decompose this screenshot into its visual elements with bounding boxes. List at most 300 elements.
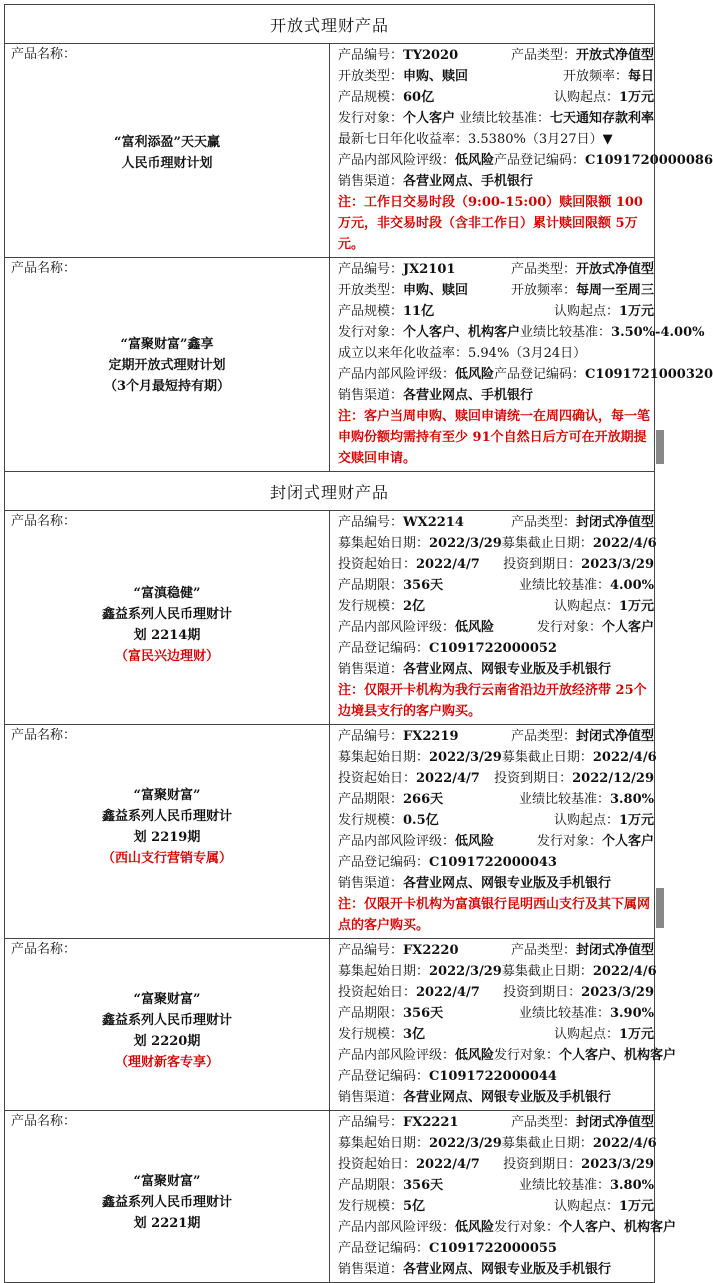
product-code-label: 产品编号： [338, 262, 404, 277]
open-frequency-label: 开放频率： [510, 283, 576, 298]
product-code [338, 262, 455, 277]
detail-row [338, 1045, 677, 1066]
detail-col-left [338, 1154, 503, 1175]
detail-col-right [519, 1003, 654, 1024]
detail-col-right [554, 596, 654, 617]
detail-row [338, 659, 654, 680]
detail-row [338, 301, 654, 322]
product-code-label: 产品编号： [338, 1115, 404, 1130]
detail-row [338, 1217, 677, 1238]
min-subscription-label: 认购起点： [553, 1199, 619, 1214]
product-term-label: 产品期限： [338, 792, 404, 807]
risk-rating-value: 低风险 [455, 834, 495, 849]
product-type-value: 封闭式净值型 [575, 729, 654, 744]
raise-end-label: 募集截止日期： [501, 1136, 593, 1151]
sales-channel-label: 销售渠道： [338, 1090, 404, 1105]
raise-end [502, 1136, 657, 1151]
detail-col-right [554, 87, 654, 108]
yield-line: 成立以来年化收益率：5.94%（3月24日） [338, 346, 587, 361]
issue-scale-label: 发行规模： [338, 599, 404, 614]
product-name-line: “富滇稳健” [133, 586, 201, 601]
investment-end [503, 985, 654, 1000]
product-name [5, 989, 329, 1073]
product-details [330, 1111, 677, 1283]
product-name-line: 定期开放式理财计划 [108, 358, 226, 373]
detail-col-left [338, 617, 537, 638]
closed-product-row [5, 725, 655, 939]
detail-col-left [338, 1196, 554, 1217]
product-code [338, 943, 459, 958]
detail-row [338, 575, 654, 596]
registration-code-value: C1091721000320 [585, 367, 713, 382]
detail-row [338, 810, 654, 831]
product-term [338, 578, 443, 593]
detail-row [338, 1133, 657, 1154]
risk-rating-label: 产品内部风险评级： [338, 153, 456, 168]
min-subscription-label: 认购起点： [553, 813, 619, 828]
benchmark [520, 325, 704, 340]
product-code-value: WX2214 [403, 515, 464, 530]
risk-rating-label: 产品内部风险评级： [338, 1048, 456, 1063]
risk-rating-value: 低风险 [455, 620, 495, 635]
issue-target [537, 620, 654, 635]
detail-col-left [338, 533, 502, 554]
benchmark [519, 1178, 654, 1193]
detail-col-left [338, 1024, 554, 1045]
detail-col-left [338, 87, 554, 108]
product-code-value: FX2221 [403, 1115, 459, 1130]
raise-end-label: 募集截止日期： [501, 536, 593, 551]
detail-col-right [503, 982, 654, 1003]
product-table [4, 4, 713, 1283]
product-name-line: 划 2219期 [133, 830, 201, 845]
risk-rating-label: 产品内部风险评级： [338, 367, 456, 382]
detail-col-left [338, 66, 563, 87]
product-subname: （理财新客专享） [114, 1055, 219, 1070]
product-term-label: 产品期限： [338, 1178, 404, 1193]
registration-code [338, 641, 557, 656]
min-subscription-label: 认购起点： [553, 599, 619, 614]
product-name-cell [5, 44, 330, 258]
product-scale-label: 产品规模： [338, 304, 404, 319]
open-frequency-value: 每周一至周三 [575, 283, 654, 298]
issue-scale [338, 1199, 425, 1214]
product-details [330, 725, 655, 939]
sales-channel-value: 各营业网点、手机银行 [403, 388, 534, 403]
product-name-line: “富利添盈”天天赢 [114, 135, 220, 150]
raise-start-label: 募集起始日期： [338, 964, 430, 979]
product-type-label: 产品类型： [510, 48, 576, 63]
closed-product-row [5, 1111, 655, 1283]
benchmark-label: 业绩比较基准： [518, 1178, 610, 1193]
investment-end-value: 2023/3/29 [581, 1157, 654, 1172]
detail-col-left [338, 512, 511, 533]
product-name-cell [5, 1111, 330, 1283]
scrollbar-thumb-lower[interactable] [656, 888, 664, 928]
detail-col-left [338, 831, 537, 852]
issue-target [338, 111, 455, 126]
detail-col-right [511, 726, 654, 747]
closed-section-header [5, 472, 655, 511]
registration-code-value: C1091720000086 [585, 153, 713, 168]
investment-start-label: 投资起始日： [338, 557, 417, 572]
product-name-cell [5, 725, 330, 939]
detail-col-right [537, 831, 654, 852]
detail-row [338, 747, 657, 768]
product-code [338, 515, 464, 530]
detail-row [338, 259, 654, 280]
risk-rating-value: 低风险 [455, 1220, 495, 1235]
raise-end-label: 募集截止日期： [501, 750, 593, 765]
detail-col-left [338, 1003, 519, 1024]
min-subscription-label: 认购起点： [553, 90, 619, 105]
product-name-line: 划 2220期 [133, 1034, 201, 1049]
issue-target-value: 个人客户 [601, 834, 654, 849]
risk-rating-value: 低风险 [455, 367, 495, 382]
product-subname: （富民兴边理财） [114, 649, 219, 664]
product-type [511, 262, 654, 277]
detail-row [338, 343, 654, 364]
benchmark-value: 3.50%-4.00% [611, 325, 705, 340]
detail-row [338, 66, 654, 87]
benchmark-value: 4.00% [609, 578, 654, 593]
min-subscription-value: 1万元 [618, 1027, 654, 1042]
product-term [338, 792, 443, 807]
detail-col-left [338, 747, 502, 768]
detail-row [338, 873, 654, 894]
issue-target-label: 发行对象： [494, 1048, 560, 1063]
detail-col-left [338, 1045, 494, 1066]
detail-row [338, 150, 713, 171]
investment-start [338, 1157, 480, 1172]
open-frequency-label: 开放频率： [562, 69, 628, 84]
product-scale [338, 304, 434, 319]
registration-code [494, 367, 713, 382]
product-name [5, 132, 329, 174]
investment-start-value: 2022/4/7 [416, 985, 480, 1000]
detail-row [338, 129, 654, 150]
detail-row [338, 1175, 654, 1196]
raise-start [338, 750, 502, 765]
open-product-row [5, 258, 655, 472]
registration-code-label: 产品登记编码： [338, 1241, 430, 1256]
investment-start [338, 985, 480, 1000]
product-name-cell [5, 939, 330, 1111]
product-note: 注：客户当周申购、赎回申请统一在周四确认，每一笔申购份额均需持有至少 91个自然日后方可在开放期提交赎回申请。 [338, 409, 651, 466]
raise-end [502, 536, 657, 551]
product-type-label: 产品类型： [510, 1115, 576, 1130]
detail-col-right [511, 512, 654, 533]
detail-col-right [511, 280, 654, 301]
raise-end [502, 750, 657, 765]
risk-rating-value: 低风险 [455, 153, 495, 168]
detail-col-right [494, 768, 654, 789]
raise-end-label: 募集截止日期： [501, 964, 593, 979]
investment-end [503, 1157, 654, 1172]
raise-start [338, 1136, 502, 1151]
risk-rating [338, 367, 494, 382]
registration-code-label: 产品登记编码： [494, 367, 586, 382]
investment-end-label: 投资到期日： [503, 557, 582, 572]
product-code-value: FX2219 [403, 729, 459, 744]
raise-end-value: 2022/4/6 [592, 750, 657, 765]
min-subscription-value: 1万元 [618, 813, 654, 828]
product-subname: （西山支行营销专属） [101, 851, 232, 866]
product-code-value: TY2020 [403, 48, 459, 63]
product-type-value: 封闭式净值型 [575, 1115, 654, 1130]
min-subscription [554, 813, 654, 828]
product-name-label: 产品名称： [11, 942, 77, 957]
sales-channel [338, 876, 611, 891]
detail-col-left [338, 322, 520, 343]
detail-col-right [519, 575, 654, 596]
sales-channel [338, 388, 533, 403]
product-name-line: （3个月最短持有期） [103, 379, 231, 394]
closed-product-row [5, 939, 655, 1111]
product-name [5, 1171, 329, 1234]
raise-end-value: 2022/4/6 [592, 536, 657, 551]
issue-target [494, 1048, 676, 1063]
benchmark-label: 业绩比较基准： [518, 578, 610, 593]
detail-row [338, 726, 654, 747]
product-details [330, 511, 655, 725]
benchmark-value: 3.80% [609, 792, 654, 807]
detail-col-right [502, 747, 657, 768]
benchmark-label: 业绩比较基准： [520, 325, 612, 340]
benchmark [519, 578, 654, 593]
detail-col-right [494, 1045, 676, 1066]
product-name-line: 人民币理财计划 [121, 156, 213, 171]
investment-start [338, 771, 480, 786]
issue-target-value: 个人客户、机构客户 [403, 325, 521, 340]
benchmark-label: 业绩比较基准： [458, 111, 550, 126]
detail-col-right [520, 322, 704, 343]
detail-row [338, 1087, 654, 1108]
issue-scale [338, 1027, 425, 1042]
issue-scale-value: 2亿 [403, 599, 426, 614]
benchmark-label: 业绩比较基准： [518, 792, 610, 807]
investment-end-value: 2023/3/29 [581, 985, 654, 1000]
detail-col-left [338, 259, 511, 280]
product-name-line: 鑫益系列人民币理财计 [101, 607, 232, 622]
issue-target [537, 834, 654, 849]
risk-rating [338, 834, 494, 849]
product-name [5, 785, 329, 869]
product-name [5, 334, 329, 397]
investment-start-label: 投资起始日： [338, 1157, 417, 1172]
detail-col-left [338, 45, 511, 66]
detail-row [338, 554, 654, 575]
detail-col-right [511, 259, 654, 280]
registration-code-value: C1091722000044 [429, 1069, 557, 1084]
investment-end-label: 投资到期日： [503, 1157, 582, 1172]
risk-rating-label: 产品内部风险评级： [338, 834, 456, 849]
benchmark-value: 七天通知存款利率 [549, 111, 654, 126]
product-details [330, 939, 677, 1111]
sales-channel [338, 1090, 611, 1105]
product-name-line: 划 2221期 [133, 1216, 201, 1231]
open-section-header-title: 开放式理财产品 [5, 5, 655, 44]
product-name-cell [5, 258, 330, 472]
raise-end [502, 964, 657, 979]
sales-channel-label: 销售渠道： [338, 174, 404, 189]
sales-channel-value: 各营业网点、手机银行 [403, 174, 534, 189]
min-subscription [554, 599, 654, 614]
investment-start-value: 2022/4/7 [416, 1157, 480, 1172]
issue-target-label: 发行对象： [494, 1220, 560, 1235]
benchmark-value: 3.80% [609, 1178, 654, 1193]
product-type [511, 943, 654, 958]
product-scale-label: 产品规模： [338, 90, 404, 105]
issue-scale-value: 0.5亿 [403, 813, 439, 828]
benchmark-value: 3.90% [609, 1006, 654, 1021]
investment-end-value: 2023/3/29 [581, 557, 654, 572]
issue-scale-label: 发行规模： [338, 813, 404, 828]
product-type-value: 开放式净值型 [575, 262, 654, 277]
registration-code-label: 产品登记编码： [494, 153, 586, 168]
open-frequency [563, 69, 654, 84]
detail-col-right [494, 364, 713, 385]
detail-col-right [519, 789, 654, 810]
registration-code [494, 153, 713, 168]
issue-scale-label: 发行规模： [338, 1199, 404, 1214]
product-name-line: 划 2214期 [133, 628, 201, 643]
raise-start-value: 2022/3/29 [429, 536, 502, 551]
product-code-label: 产品编号： [338, 48, 404, 63]
product-name-line: “富聚财富”鑫享 [120, 337, 214, 352]
sales-channel-value: 各营业网点、网银专业版及手机银行 [403, 662, 612, 677]
product-name [5, 583, 329, 667]
product-name-line: 鑫益系列人民币理财计 [101, 1195, 232, 1210]
registration-code [338, 855, 557, 870]
detail-col-right [511, 45, 654, 66]
product-note: 注：仅限开卡机构为我行云南省沿边开放经济带 25个边境县支行的客户购买。 [338, 683, 647, 719]
issue-target-label: 发行对象： [338, 325, 404, 340]
product-note: 注：仅限开卡机构为富滇银行昆明西山支行及其下属网点的客户购买。 [338, 897, 651, 933]
product-term-value: 356天 [403, 578, 444, 593]
investment-end-label: 投资到期日： [503, 985, 582, 1000]
product-name-line: 鑫益系列人民币理财计 [101, 1013, 232, 1028]
detail-row [338, 280, 654, 301]
detail-col-right [511, 940, 654, 961]
raise-start-value: 2022/3/29 [429, 750, 502, 765]
detail-row [338, 617, 654, 638]
raise-start-label: 募集起始日期： [338, 1136, 430, 1151]
product-scale-value: 60亿 [403, 90, 435, 105]
registration-code [338, 1241, 557, 1256]
detail-row [338, 322, 705, 343]
detail-col-right [502, 533, 657, 554]
issue-target-label: 发行对象： [536, 620, 602, 635]
product-note: 注：工作日交易时段（9:00-15:00）赎回限额 100万元，非交易时段（含非工作日）累计赎回限额 5万元。 [338, 195, 643, 252]
issue-scale-value: 3亿 [403, 1027, 426, 1042]
benchmark-label: 业绩比较基准： [518, 1006, 610, 1021]
open-frequency [511, 283, 654, 298]
detail-row [338, 852, 654, 873]
product-scale-value: 11亿 [403, 304, 435, 319]
product-name-label: 产品名称： [11, 1114, 77, 1129]
detail-col-left [338, 789, 519, 810]
product-name-label: 产品名称： [11, 47, 77, 62]
detail-row [338, 961, 657, 982]
raise-end-value: 2022/4/6 [592, 964, 657, 979]
yield-line: 最新七日年化收益率：3.5380%（3月27日）▼ [338, 132, 613, 147]
detail-col-right [554, 301, 654, 322]
investment-start-label: 投资起始日： [338, 771, 417, 786]
product-code-label: 产品编号： [338, 943, 404, 958]
detail-row [338, 1196, 654, 1217]
detail-col-left [338, 575, 519, 596]
benchmark [459, 111, 654, 126]
issue-target-label: 发行对象： [338, 111, 404, 126]
product-term-label: 产品期限： [338, 1006, 404, 1021]
min-subscription-value: 1万元 [618, 1199, 654, 1214]
detail-col-right [503, 1154, 654, 1175]
detail-col-left [338, 1133, 502, 1154]
detail-row [338, 596, 654, 617]
detail-col-left [338, 301, 554, 322]
detail-col-left [338, 554, 503, 575]
detail-row [338, 385, 654, 406]
min-subscription-value: 1万元 [618, 304, 654, 319]
raise-start [338, 964, 502, 979]
sales-channel-label: 销售渠道： [338, 388, 404, 403]
investment-start-value: 2022/4/7 [416, 771, 480, 786]
detail-row [338, 831, 654, 852]
min-subscription [554, 1199, 654, 1214]
detail-col-right [503, 554, 654, 575]
detail-col-left [338, 364, 494, 385]
registration-code-value: C1091722000043 [429, 855, 557, 870]
raise-start-value: 2022/3/29 [429, 1136, 502, 1151]
detail-row [338, 364, 713, 385]
issue-scale [338, 813, 439, 828]
product-term-label: 产品期限： [338, 578, 404, 593]
detail-col-right [554, 1196, 654, 1217]
detail-row [338, 512, 654, 533]
open-product-row [5, 44, 655, 258]
product-code-value: JX2101 [403, 262, 456, 277]
detail-col-left [338, 1217, 494, 1238]
product-type [511, 515, 654, 530]
risk-rating [338, 620, 494, 635]
open-section-header [5, 5, 655, 44]
raise-start-label: 募集起始日期： [338, 750, 430, 765]
product-name-label: 产品名称： [11, 261, 77, 276]
detail-row [338, 1003, 654, 1024]
investment-end-value: 2022/12/29 [572, 771, 654, 786]
benchmark [519, 792, 654, 807]
detail-row [338, 45, 654, 66]
detail-col-left [338, 108, 459, 129]
benchmark [519, 1006, 654, 1021]
risk-rating [338, 153, 494, 168]
product-type-label: 产品类型： [510, 515, 576, 530]
scrollbar-thumb[interactable] [656, 430, 664, 464]
issue-target [338, 325, 520, 340]
issue-target-label: 发行对象： [536, 834, 602, 849]
registration-code-value: C1091722000055 [429, 1241, 557, 1256]
detail-col-left [338, 961, 502, 982]
detail-row [338, 171, 654, 192]
detail-row [338, 533, 657, 554]
product-type-label: 产品类型： [510, 262, 576, 277]
risk-rating-label: 产品内部风险评级： [338, 620, 456, 635]
detail-row [338, 789, 654, 810]
detail-row [338, 1112, 654, 1133]
detail-col-right [554, 810, 654, 831]
issue-target-value: 个人客户、机构客户 [559, 1048, 677, 1063]
